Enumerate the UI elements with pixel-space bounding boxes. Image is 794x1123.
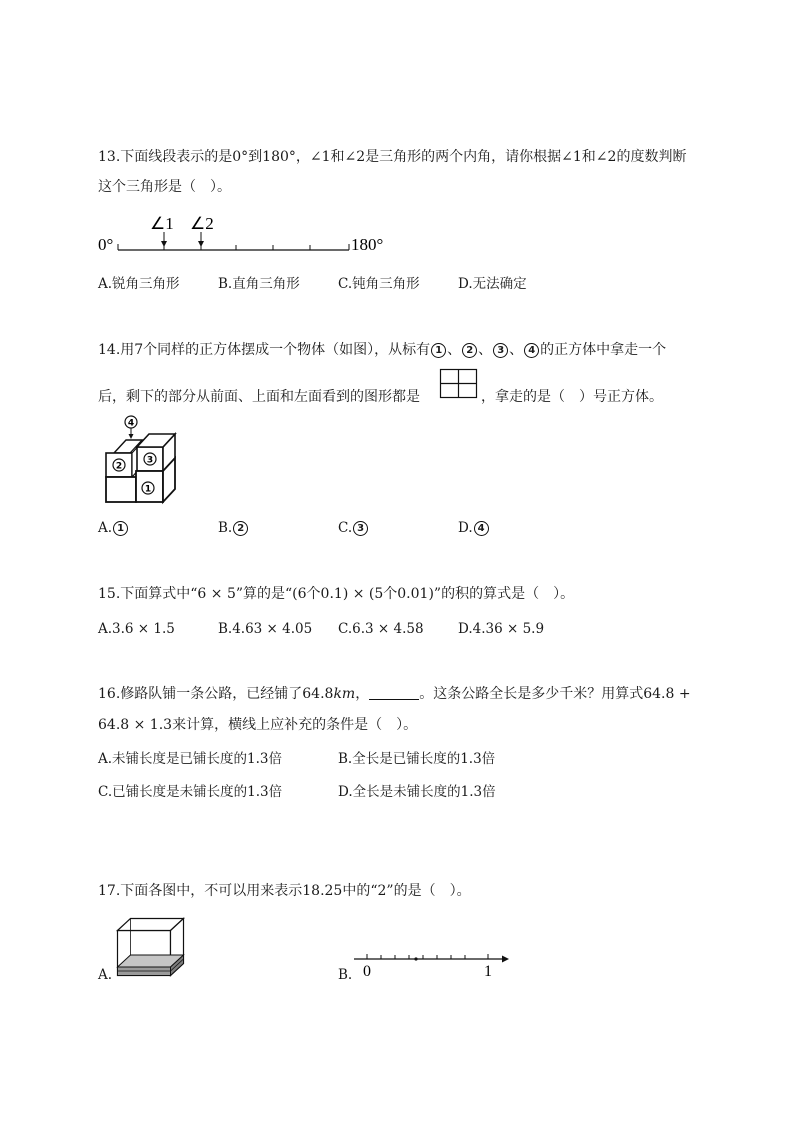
- q13-start-label: 0°: [98, 235, 114, 254]
- q13-option-d[interactable]: D.无法确定: [458, 276, 527, 292]
- q14-option-b-circled: 2: [233, 521, 248, 536]
- q14-figure-label-1: 1: [144, 484, 152, 495]
- q16-text-line1: 16.修路队铺一条公路，已经铺了64.8km， 。这条公路全长是多少千米？用算式64.8 +: [98, 686, 691, 702]
- q14-circled-3: 3: [493, 343, 508, 358]
- q17-cube-layers-figure: [112, 916, 192, 978]
- q14-line2-start: 后，剩下的部分从前面、上面和左面看到的图形都是: [98, 389, 420, 405]
- q14-line1-end: 的正方体中拿走一个: [540, 342, 667, 358]
- q15-option-b[interactable]: B.4.63 × 4.05: [218, 621, 313, 637]
- q13-angle2-label: ∠2: [190, 214, 214, 233]
- q14-option-c-circled: 3: [353, 521, 368, 536]
- q16-option-b[interactable]: B.全长是已铺长度的1.3倍: [338, 751, 496, 767]
- q13-text-line2: 这个三角形是（ ）。: [98, 179, 231, 195]
- q14-option-d-circled: 4: [474, 521, 489, 536]
- q13-option-b[interactable]: B.直角三角形: [218, 276, 300, 292]
- q14-circled-4: 4: [524, 343, 539, 358]
- q16-answer-blank: [369, 685, 419, 700]
- q13-angle1-label: ∠1: [150, 214, 174, 233]
- q14-option-c[interactable]: C. 3: [338, 518, 369, 538]
- q14-figure-label-4: 4: [127, 418, 135, 429]
- q14-text-line2: [98, 387, 420, 407]
- q16-option-d[interactable]: D.全长是未铺长度的1.3倍: [338, 784, 496, 800]
- q17-text-line1: 17.下面各图中，不可以用来表示18.25中的“2”的是（ ）。: [98, 883, 471, 899]
- q14-figure-label-3: 3: [146, 455, 154, 466]
- q17-numberline-start: 0: [363, 963, 371, 980]
- q14-cube-figure: [104, 414, 184, 510]
- q17-numberline-end: 1: [484, 963, 492, 980]
- q14-circled-2: 2: [462, 343, 477, 358]
- q14-view-grid-icon: [440, 369, 478, 399]
- q16-text-line2: 64.8 × 1.3来计算，横线上应补充的条件是（ ）。: [98, 717, 418, 733]
- q17-option-b[interactable]: B.: [338, 967, 353, 983]
- q15-option-c[interactable]: C.6.3 × 4.58: [338, 621, 424, 637]
- q16-option-a[interactable]: A.未铺长度是已铺长度的1.3倍: [98, 751, 283, 767]
- q16-line1-end: 。这条公路全长是多少千米？用算式64.8 +: [419, 686, 691, 702]
- q13-end-label: 180°: [351, 235, 384, 254]
- q13-text-line1: 13.下面线段表示的是0°到180°，∠1和∠2是三角形的两个内角，请你根据∠1和∠2的度数判断: [98, 149, 687, 165]
- q15-option-a[interactable]: A.3.6 × 1.5: [98, 621, 175, 637]
- q14-figure-label-2: 2: [115, 461, 123, 472]
- q14-option-a-circled: 1: [113, 521, 128, 536]
- q14-option-a[interactable]: A. 1: [98, 518, 129, 538]
- q15-option-d[interactable]: D.4.36 × 5.9: [458, 621, 545, 637]
- q13-option-a[interactable]: A.锐角三角形: [98, 276, 180, 292]
- q13-angle-number-line: [98, 212, 398, 262]
- q17-number-line: [352, 950, 512, 980]
- q14-text-line2-end: ，拿走的是（ ）号正方体。: [481, 389, 663, 405]
- q14-option-d[interactable]: D. 4: [458, 518, 490, 538]
- q16-line1-start: 16.修路队铺一条公路，已经铺了64.8: [98, 686, 334, 702]
- q16-option-c[interactable]: C.已铺长度是未铺长度的1.3倍: [98, 784, 283, 800]
- q16-unit: km: [333, 686, 356, 702]
- q17-option-a[interactable]: A.: [98, 967, 113, 983]
- q14-text-line1: 14.用7个同样的正方体摆成一个物体（如图），从标有 1 、 2 、 3 、 4 的正方体中拿走一个: [98, 342, 667, 358]
- q14-line1-start: 14.用7个同样的正方体摆成一个物体（如图），从标有: [98, 342, 431, 358]
- q13-option-c[interactable]: C.钝角三角形: [338, 276, 420, 292]
- q14-option-b[interactable]: B. 2: [218, 518, 249, 538]
- q14-circled-1: 1: [431, 343, 446, 358]
- q15-text-line1: 15.下面算式中“6 × 5”算的是“(6个0.1) × (5个0.01)”的积的算式是（ ）。: [98, 586, 575, 602]
